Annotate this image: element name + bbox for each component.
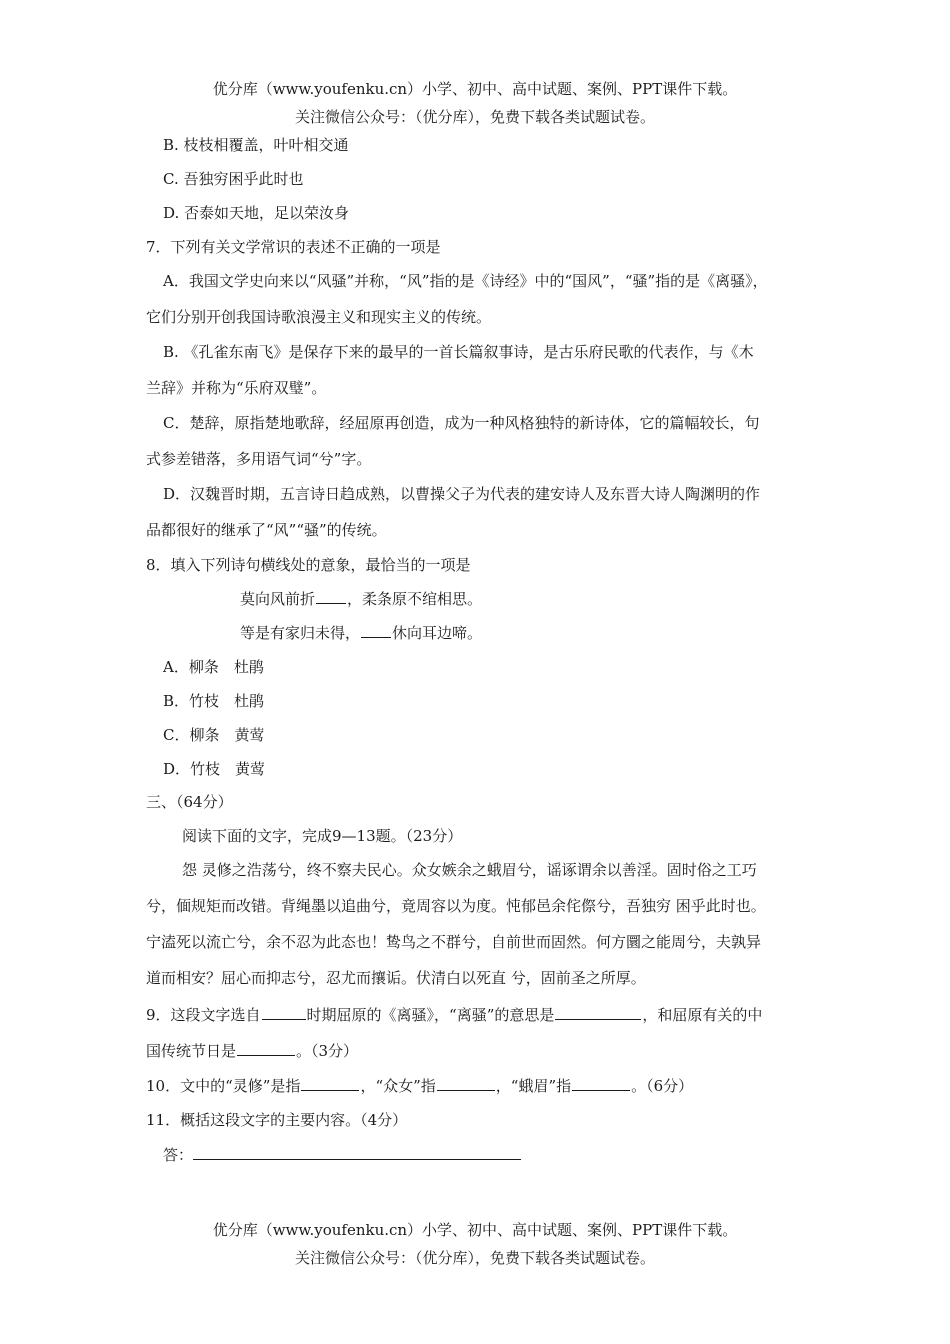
q8-poem1-pre: 莫向风前折 (240, 590, 316, 608)
q8-poem-line2 (240, 622, 482, 643)
q7-option-c-line2: 式参差错落，多用语气词“兮”字。 (146, 450, 372, 468)
q7-option-b-line2: 兰辞》并称为“乐府双璧”。 (146, 379, 327, 397)
q9-line2-post: 。（3分） (296, 1042, 359, 1060)
q9-blank-meaning[interactable] (555, 1005, 641, 1020)
q6-option-b: B. 枝枝相覆盖，叶叶相交通 (163, 136, 349, 154)
header-line-1: 优分库（www.youfenku.cn）小学、初中、高中试题、案例、PPT课件下载。 (212, 80, 738, 98)
header-line-2: 关注微信公众号：（优分库），免费下载各类试题试卷。 (294, 108, 655, 126)
q7-option-d-line2: 品都很好的继承了“风”“骚”的传统。 (146, 521, 387, 539)
q8-option-c: C．柳条 黄莺 (163, 726, 265, 744)
q11-answer-row (163, 1143, 521, 1165)
q10-part1: 10．文中的“灵修”是指 (146, 1077, 301, 1095)
q9-line1 (146, 1004, 762, 1025)
q6-option-c: C. 吾独穷困乎此时也 (163, 170, 304, 188)
q11-answer-label: 答： (163, 1146, 194, 1164)
q11-answer-line[interactable] (193, 1143, 521, 1160)
q7-option-a-line1: A．我国文学史向来以“风骚”并称，“风”指的是《诗经》中的“国风”，“骚”指的是《离骚》， (163, 272, 768, 290)
q8-option-a: A．柳条 杜鹃 (163, 658, 264, 676)
q8-stem: 8．填入下列诗句横线处的意象，最恰当的一项是 (146, 556, 471, 574)
q8-blank-1[interactable] (316, 589, 346, 604)
q8-poem1-post: ，柔条原不绾相思。 (347, 590, 483, 608)
q8-option-b: B．竹枝 杜鹃 (163, 692, 265, 710)
q9-part3: ，和屈原有关的中 (642, 1006, 763, 1024)
q8-poem-line1 (240, 588, 482, 609)
q9-part1: 9．这段文字选自 (146, 1006, 261, 1024)
section3-intro: 阅读下面的文字，完成9—13题。（23分） (182, 827, 463, 845)
q9-line2-pre: 国传统节日是 (146, 1042, 237, 1060)
q10-blank-zhongnv[interactable] (437, 1076, 495, 1091)
q9-line2 (146, 1040, 358, 1061)
footer-line-2: 关注微信公众号：（优分库），免费下载各类试题试卷。 (294, 1249, 655, 1267)
section3-title: 三、（64分） (146, 793, 233, 811)
q6-option-d: D. 否泰如天地，足以荣汝身 (163, 204, 350, 222)
q11-stem: 11．概括这段文字的主要内容。（4分） (146, 1111, 408, 1129)
q10-blank-emei[interactable] (572, 1076, 630, 1091)
q9-part2: 时期屈原的《离骚》，“离骚”的意思是 (306, 1006, 555, 1024)
q10-line (146, 1075, 693, 1096)
passage-line-2: 兮，偭规矩而改错。背绳墨以追曲兮，竟周容以为度。忳郁邑余侘傺兮，吾独穷 困乎此时也。 (146, 897, 766, 915)
q10-part3: ，“蛾眉”指 (495, 1077, 572, 1095)
q10-part4: 。（6分） (631, 1077, 694, 1095)
q10-part2: ，“众女”指 (360, 1077, 436, 1095)
q8-option-d: D．竹枝 黄莺 (163, 760, 266, 778)
q7-option-a-line2: 它们分别开创我国诗歌浪漫主义和现实主义的传统。 (146, 308, 492, 326)
passage-line-4: 道而相安？屈心而抑志兮，忍尤而攘诟。伏清白以死直 兮，固前圣之所厚。 (146, 969, 646, 987)
q7-option-d-line1: D．汉魏晋时期，五言诗日趋成熟，以曹操父子为代表的建安诗人及东晋大诗人陶渊明的作 (163, 485, 761, 503)
q7-option-c-line1: C．楚辞，原指楚地歌辞，经屈原再创造，成为一种风格独特的新诗体，它的篇幅较长，句 (163, 414, 760, 432)
q9-blank-festival[interactable] (237, 1041, 295, 1056)
footer-line-1: 优分库（www.youfenku.cn）小学、初中、高中试题、案例、PPT课件下载。 (212, 1221, 738, 1239)
q7-option-b-line1: B. 《孔雀东南飞》是保存下来的最早的一首长篇叙事诗，是古乐府民歌的代表作，与《木 (163, 343, 754, 361)
passage-line-3: 宁溘死以流亡兮，余不忍为此态也！鸷鸟之不群兮，自前世而固然。何方圜之能周兮，夫孰异 (146, 933, 762, 951)
q7-stem: 7．下列有关文学常识的表述不正确的一项是 (146, 238, 441, 256)
passage-line-1: 怨 灵修之浩荡兮，终不察夫民心。众女嫉余之蛾眉兮，谣诼谓余以善淫。固时俗之工巧 (182, 861, 757, 879)
q8-poem2-pre: 等是有家归未得， (240, 624, 361, 642)
q8-blank-2[interactable] (361, 623, 391, 638)
q8-poem2-post: 休向耳边啼。 (392, 624, 483, 642)
q10-blank-lingxiu[interactable] (301, 1076, 359, 1091)
q9-blank-period[interactable] (262, 1005, 306, 1020)
